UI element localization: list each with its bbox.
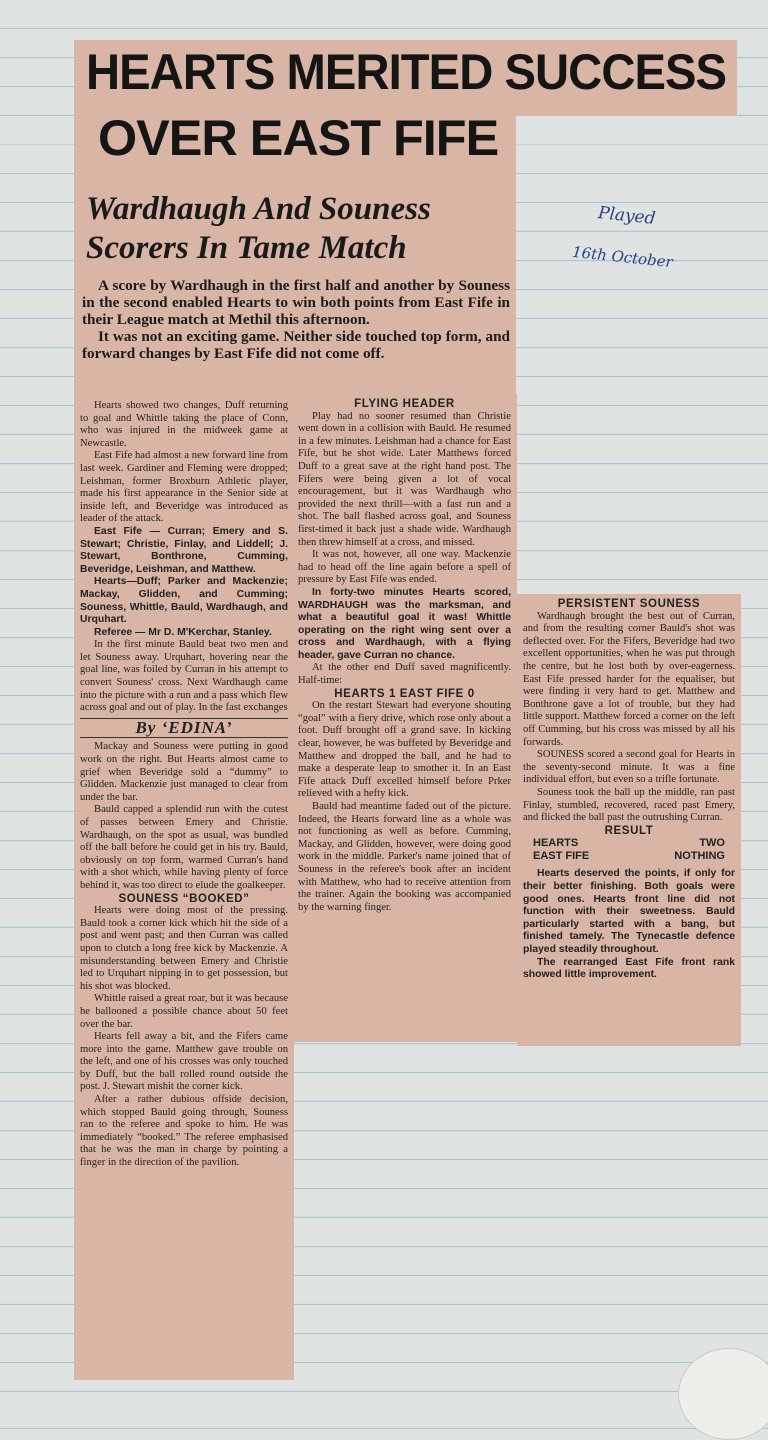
result-team2: EAST FIFE [533, 849, 590, 862]
result-team1: HEARTS [533, 837, 579, 850]
referee: Referee — Mr D. M'Kerchar, Stanley. [94, 626, 272, 638]
divider [80, 737, 288, 738]
col3-paragraph: The rearranged East Fife front rank showed little improvement. [523, 956, 735, 981]
result-score1: TWO [699, 837, 725, 850]
col3-paragraph: Hearts deserved the points, if only for their better finishing. Both goals were good ones. Hearts front line did not function with their sweetness. Bauld particularly started with a bang, but finished tamely. The Tynecastle defence played steadily throughout. [523, 868, 735, 956]
team-hearts: Hearts—Duff; Parker and Mackenzie; Mackay, Glidden, and Cumming; Souness, Whittle, Bauld, Wardhaugh, and Urquhart. [80, 576, 288, 626]
col2-paragraph: At the other end Duff saved magnificently. Half-time: [298, 662, 511, 687]
halftime-score: HEARTS 1 EAST FIFE 0 [334, 687, 475, 700]
result-score2: NOTHING [674, 849, 725, 862]
col2-paragraph: Play had no sooner resumed than Christie went down in a collision with Bauld. He resumed in a few minutes. Leishman had a chance for East Fife, but he shot wide. Later Matthews forced Duff to a great save at the right hand post. The Fifers were being given a lot of vocal encouragement, but it was Wardhaugh who provided the next thrill—with a fast run and a shot. The ball flashed across goal, and Souness first-timed it back just a shade wide. Wardhaugh then threw himself at a cross, and missed. [298, 410, 511, 548]
page-corner-sticker [678, 1348, 768, 1440]
col1-paragraph: Mackay and Souness were putting in good work on the right. But Hearts almost came to grief when Beveridge sold a “dummy” to Glidden. Mackenzie just managed to clear from under the bar. [80, 741, 288, 803]
col1-paragraph: Whittle raised a great roar, but it was because he ballooned a possible chance about 50 feet over the bar. [80, 993, 288, 1030]
goal-paragraph: In forty-two minutes Hearts scored, WARDHAUGH was the marksman, and what a beautiful goal it was! Whittle operating on the right wing sent over a cross and Wardhaugh, with a flying header, gave Curran no chance. [298, 586, 511, 661]
subheadline-line2: Scorers In Tame Match [86, 230, 407, 266]
handwritten-date: 16th October [571, 242, 674, 272]
column-2 [292, 394, 517, 1042]
col3-paragraph: SOUNESS scored a second goal for Hearts in the seventy-second minute. It was a fine individual effort, but even so a trifle fortunate. [523, 749, 735, 786]
handwritten-played: Played [597, 203, 657, 229]
byline: By ‘EDINA’ [135, 717, 233, 737]
lead-paragraphs [82, 277, 510, 362]
col1-paragraph: Hearts were doing most of the pressing. Bauld took a corner kick which hit the side of a post and went past; and then Curran was called upon to clutch a long free kick by Mackenzie. A misunderstanding between Emery and Christie led to Urquhart nipping in to get possession, but his shot was blocked. [80, 905, 288, 992]
col2-paragraph: On the restart Stewart had everyone shouting “goal” with a fiery drive, which rose only about a foot. Duff brought off a grand save. In kicking clear, however, he was buffeted by Beveridge and Matthew and dropped the ball, and he had to make a desperate leap to smother it. In an East Fife attack Duff excelled himself before Prker relieved with a hefty kick. [298, 700, 511, 800]
subhead-persistent-souness: PERSISTENT SOUNESS [557, 598, 701, 610]
lead-paragraph: It was not an exciting game. Neither side touched top form, and forward changes by East Fife did not come off. [82, 328, 510, 362]
col1-paragraph: After a rather dubious offside decision, which stopped Bauld going through, Souness ran to the referee and spoke to him. He was immediately “booked.” The referee emphasised that he was the man in charge by pointing a finger in the direction of the pavilion. [80, 1094, 288, 1169]
result-header: RESULT [604, 824, 654, 837]
col3-paragraph: Souness took the ball up the middle, ran past Finlay, stumbled, recovered, raced past Emery, and flicked the ball past the outrushing Curran. [523, 786, 735, 824]
col3-paragraph: Wardhaugh brought the best out of Curran, and from the resulting corner Bauld's shot was deflected over. For the Fifers, Beveridge had two excellent opportunities, when he was put through the centre, but he lost both by over-eagerness. East Fife pressed harder for the equaliser, but were finding it very hard to get. Matthew and Bonthrone gave a lot of trouble, but they had little support. Matthew forced a corner on the left off Cumming, but his cross was missed by all his forwards. [523, 610, 735, 748]
col1-paragraph: Bauld capped a splendid run with the cutest of passes between Emery and Christie. Wardhaugh, on the spot as usual, was bundled off the ball before he could get in his try. Bauld, obviously on top form, warmed Curran's hand with a shot which, while having plenty of force behind it, was too direct to elude the goalkeeper. [80, 804, 288, 891]
lead-paragraph: A score by Wardhaugh in the first half and another by Souness in the second enabled Hearts to win both points from East Fife in their League match at Methil this afternoon. [82, 277, 510, 328]
subhead-flying-header: FLYING HEADER [354, 398, 455, 410]
column-1 [74, 396, 294, 1380]
col1-paragraph: East Fife had almost a new forward line from last week. Gardiner and Fleming were dropped; Leishman, former Broxburn Athletic player, made his first appearance in the Senior side at inside left, and Beveridge was introduced as leader of the attack. [80, 450, 288, 525]
team-east-fife: East Fife — Curran; Emery and S. Stewart; Christie, Finlay, and Liddell; J. Stewart, Bonthrone, Cumming, Beveridge, Leishman, and Matthew. [80, 525, 288, 575]
subhead-souness-booked: SOUNESS “BOOKED” [118, 892, 250, 905]
col1-paragraph: Hearts showed two changes, Duff returning to goal and Whittle taking the place of Conn, who was injured in the midweek game at Newcastle. [80, 400, 288, 449]
headline-line1: HEARTS MERITED SUCCESS [86, 44, 727, 100]
headline-line2: OVER EAST FIFE [98, 110, 499, 166]
subheadline-line1: Wardhaugh And Souness [86, 191, 431, 227]
column-3 [517, 594, 741, 1046]
col1-paragraph: In the first minute Bauld beat two men and let Souness away. Urquhart, hovering near the goal line, was foiled by Curran in his attempt to convert Souness' cross. Next Wardhaugh came into the picture with a run and a pass which flew across goal and out of play. In the fast exchanges [80, 639, 288, 714]
col2-paragraph: It was not, however, all one way. Mackenzie had to head off the line again before a spell of pressure by East Fife was ended. [298, 549, 511, 586]
result-table [523, 837, 735, 862]
col1-paragraph: Hearts fell away a bit, and the Fifers came more into the game. Matthew gave trouble on the left, and one of his crosses was only touched by Duff, but the ball rolled round outside the post. J. Stewart mishit the corner kick. [80, 1031, 288, 1093]
col2-paragraph: Bauld had meantime faded out of the picture. Indeed, the Hearts forward line as a whole was not functioning as well as before. Cumming, Mackay, and Glidden, however, were doing good work in the middle. Parker's name joined that of Souness in the referee's book after an incident with Matthew, who had to receive attention from the trainer. Again the booking was accompanied by the warning finger. [298, 801, 511, 913]
